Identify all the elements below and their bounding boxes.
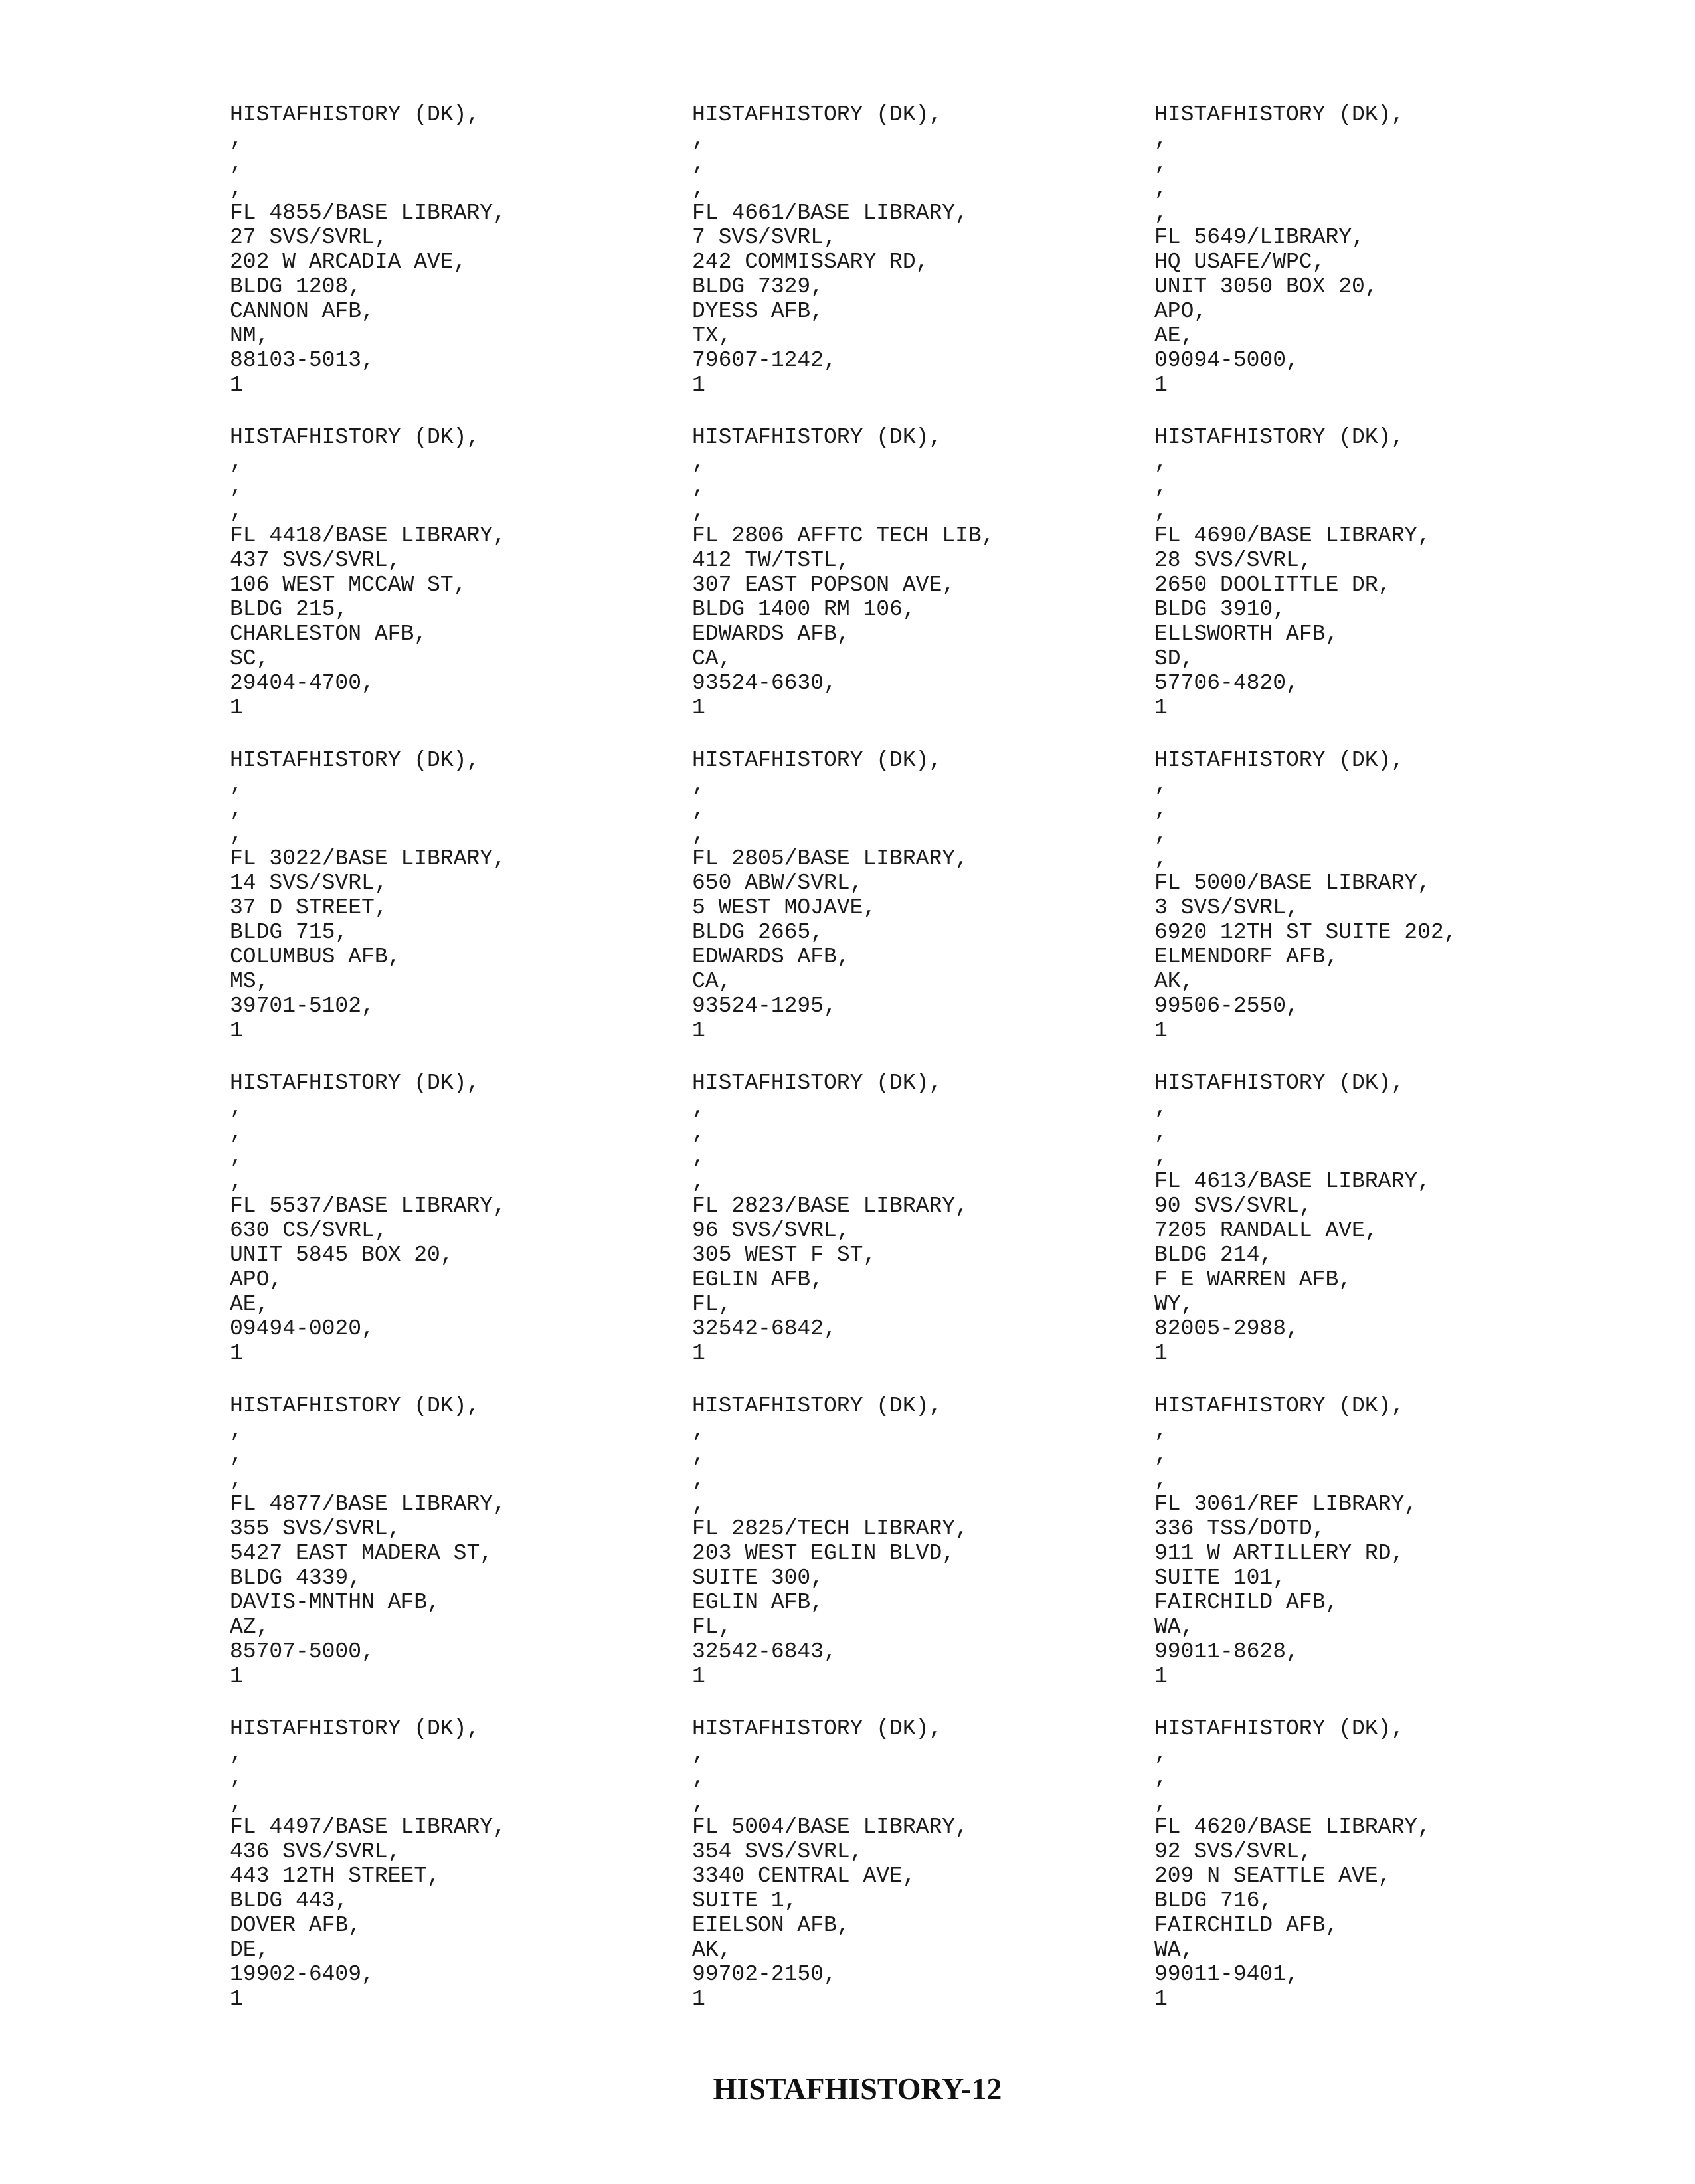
address-block bbox=[230, 1071, 692, 1366]
address-line: BLDG 443, bbox=[230, 1888, 349, 1913]
address-line: , bbox=[1154, 474, 1168, 499]
address-entry bbox=[692, 748, 1154, 1071]
address-line: 1 bbox=[230, 1341, 243, 1366]
address-block bbox=[692, 1716, 1154, 2011]
address-line: , bbox=[230, 1766, 243, 1790]
address-line: , bbox=[692, 499, 705, 523]
address-line: 79607-1242, bbox=[692, 348, 837, 373]
page-footer: HISTAFHISTORY-12 bbox=[713, 2072, 1002, 2106]
address-line: , bbox=[692, 1169, 705, 1194]
address-line: 99702-2150, bbox=[692, 1962, 837, 1987]
address-line: , bbox=[692, 773, 705, 797]
address-line: 6920 12TH ST SUITE 202, bbox=[1154, 920, 1457, 945]
address-line: , bbox=[692, 151, 705, 176]
address-line: HISTAFHISTORY (DK), bbox=[1154, 1071, 1405, 1095]
address-line: EGLIN AFB, bbox=[692, 1267, 824, 1292]
address-line: HISTAFHISTORY (DK), bbox=[1154, 425, 1405, 450]
address-line: 354 SVS/SVRL, bbox=[692, 1839, 863, 1864]
address-line: FL 5649/LIBRARY, bbox=[1154, 225, 1365, 250]
address-line: HISTAFHISTORY (DK), bbox=[1154, 1716, 1405, 1741]
entry-row bbox=[230, 1071, 1638, 1394]
address-line: WA, bbox=[1154, 1938, 1194, 1962]
address-line: , bbox=[1154, 201, 1168, 225]
address-line: HISTAFHISTORY (DK), bbox=[1154, 748, 1405, 773]
address-entry bbox=[230, 1071, 692, 1394]
address-block bbox=[1154, 1716, 1617, 2011]
address-line: , bbox=[692, 1120, 705, 1144]
address-line: FAIRCHILD AFB, bbox=[1154, 1590, 1339, 1615]
address-line: , bbox=[1154, 846, 1168, 871]
address-line: HISTAFHISTORY (DK), bbox=[230, 748, 480, 773]
address-block bbox=[230, 1394, 692, 1688]
address-line: FL 2823/BASE LIBRARY, bbox=[692, 1194, 968, 1218]
address-line: , bbox=[230, 450, 243, 474]
address-line: 28 SVS/SVRL, bbox=[1154, 548, 1312, 573]
address-line: FL 4877/BASE LIBRARY, bbox=[230, 1492, 506, 1516]
address-line: NM, bbox=[230, 323, 270, 348]
address-line: 242 COMMISSARY RD, bbox=[692, 250, 929, 274]
address-line: HISTAFHISTORY (DK), bbox=[692, 425, 942, 450]
address-line: SC, bbox=[230, 646, 270, 671]
address-line: , bbox=[692, 1790, 705, 1815]
address-line: , bbox=[692, 1443, 705, 1467]
address-line: FL 3061/REF LIBRARY, bbox=[1154, 1492, 1418, 1516]
address-line: 1 bbox=[692, 1018, 705, 1043]
address-entry bbox=[230, 748, 692, 1071]
address-line: 32542-6843, bbox=[692, 1639, 837, 1664]
address-line: SUITE 101, bbox=[1154, 1566, 1287, 1590]
address-line: WA, bbox=[1154, 1615, 1194, 1639]
address-line: BLDG 215, bbox=[230, 597, 349, 622]
address-line: 09494-0020, bbox=[230, 1317, 375, 1341]
address-block bbox=[1154, 425, 1617, 720]
address-line: 5 WEST MOJAVE, bbox=[692, 895, 877, 920]
address-line: 911 W ARTILLERY RD, bbox=[1154, 1541, 1405, 1566]
address-line: MS, bbox=[230, 969, 270, 994]
address-line: , bbox=[1154, 1418, 1168, 1443]
address-line: , bbox=[230, 176, 243, 201]
address-line: HISTAFHISTORY (DK), bbox=[230, 425, 480, 450]
address-line: , bbox=[230, 773, 243, 797]
address-line: HISTAFHISTORY (DK), bbox=[692, 102, 942, 127]
address-line: ELLSWORTH AFB, bbox=[1154, 622, 1339, 646]
address-line: SUITE 300, bbox=[692, 1566, 824, 1590]
address-block bbox=[692, 425, 1154, 720]
address-block bbox=[230, 748, 692, 1043]
address-line: EIELSON AFB, bbox=[692, 1913, 850, 1938]
address-line: , bbox=[230, 1418, 243, 1443]
address-line: EDWARDS AFB, bbox=[692, 945, 850, 969]
address-line: , bbox=[1154, 1790, 1168, 1815]
address-line: BLDG 1400 RM 106, bbox=[692, 597, 916, 622]
address-line: 1 bbox=[692, 1664, 705, 1688]
address-line: , bbox=[230, 1095, 243, 1120]
address-line: 14 SVS/SVRL, bbox=[230, 871, 388, 895]
address-line: DE, bbox=[230, 1938, 270, 1962]
address-line: , bbox=[1154, 1095, 1168, 1120]
address-line: , bbox=[230, 822, 243, 846]
address-line: CA, bbox=[692, 646, 732, 671]
address-line: 106 WEST MCCAW ST, bbox=[230, 573, 467, 597]
address-line: , bbox=[692, 1418, 705, 1443]
address-block bbox=[1154, 1071, 1617, 1366]
address-line: UNIT 3050 BOX 20, bbox=[1154, 274, 1378, 299]
address-line: 209 N SEATTLE AVE, bbox=[1154, 1864, 1391, 1888]
address-line: , bbox=[692, 1741, 705, 1766]
address-line: 96 SVS/SVRL, bbox=[692, 1218, 850, 1243]
address-line: FL, bbox=[692, 1615, 732, 1639]
address-line: 1 bbox=[1154, 1018, 1168, 1043]
address-line: , bbox=[1154, 773, 1168, 797]
address-line: 99011-8628, bbox=[1154, 1639, 1299, 1664]
address-line: HISTAFHISTORY (DK), bbox=[692, 1394, 942, 1418]
address-line: , bbox=[1154, 127, 1168, 151]
address-block bbox=[692, 1394, 1154, 1688]
address-line: , bbox=[230, 1790, 243, 1815]
address-line: 29404-4700, bbox=[230, 671, 375, 695]
address-line: 32542-6842, bbox=[692, 1317, 837, 1341]
address-line: BLDG 4339, bbox=[230, 1566, 362, 1590]
address-line: , bbox=[692, 1144, 705, 1169]
address-line: EDWARDS AFB, bbox=[692, 622, 850, 646]
address-line: 1 bbox=[1154, 695, 1168, 720]
address-line: HISTAFHISTORY (DK), bbox=[230, 1071, 480, 1095]
address-label-grid bbox=[230, 102, 1638, 2039]
address-entry bbox=[230, 1394, 692, 1716]
address-line: , bbox=[1154, 450, 1168, 474]
address-line: HISTAFHISTORY (DK), bbox=[230, 102, 480, 127]
address-line: FL 5004/BASE LIBRARY, bbox=[692, 1815, 968, 1839]
address-line: 1 bbox=[1154, 1664, 1168, 1688]
address-line: BLDG 3910, bbox=[1154, 597, 1287, 622]
address-line: EGLIN AFB, bbox=[692, 1590, 824, 1615]
address-line: 1 bbox=[230, 1664, 243, 1688]
address-line: HISTAFHISTORY (DK), bbox=[1154, 1394, 1405, 1418]
address-line: 1 bbox=[1154, 1341, 1168, 1366]
address-line: TX, bbox=[692, 323, 732, 348]
address-line: 1 bbox=[692, 695, 705, 720]
address-entry bbox=[230, 1716, 692, 2039]
address-entry bbox=[1154, 102, 1617, 425]
address-line: SUITE 1, bbox=[692, 1888, 798, 1913]
address-block bbox=[692, 102, 1154, 397]
address-line: 1 bbox=[230, 1018, 243, 1043]
address-line: UNIT 5845 BOX 20, bbox=[230, 1243, 454, 1267]
address-line: BLDG 716, bbox=[1154, 1888, 1273, 1913]
address-line: CHARLESTON AFB, bbox=[230, 622, 428, 646]
entry-row bbox=[230, 425, 1638, 748]
address-line: CA, bbox=[692, 969, 732, 994]
address-line: BLDG 715, bbox=[230, 920, 349, 945]
address-line: , bbox=[1154, 151, 1168, 176]
address-line: , bbox=[1154, 1144, 1168, 1169]
address-line: , bbox=[230, 1169, 243, 1194]
address-line: 3 SVS/SVRL, bbox=[1154, 895, 1299, 920]
address-block bbox=[692, 748, 1154, 1043]
address-line: DOVER AFB, bbox=[230, 1913, 362, 1938]
address-line: APO, bbox=[230, 1267, 283, 1292]
address-line: HISTAFHISTORY (DK), bbox=[692, 1071, 942, 1095]
address-line: F E WARREN AFB, bbox=[1154, 1267, 1352, 1292]
address-line: AE, bbox=[230, 1292, 270, 1317]
address-block bbox=[230, 425, 692, 720]
address-line: FL 2806 AFFTC TECH LIB, bbox=[692, 523, 995, 548]
address-line: 27 SVS/SVRL, bbox=[230, 225, 388, 250]
address-line: 39701-5102, bbox=[230, 994, 375, 1018]
address-line: COLUMBUS AFB, bbox=[230, 945, 401, 969]
address-line: 307 EAST POPSON AVE, bbox=[692, 573, 956, 597]
address-line: 1 bbox=[230, 373, 243, 397]
address-line: 88103-5013, bbox=[230, 348, 375, 373]
address-block bbox=[692, 1071, 1154, 1366]
address-line: FL 3022/BASE LIBRARY, bbox=[230, 846, 506, 871]
address-line: , bbox=[1154, 822, 1168, 846]
address-line: AK, bbox=[692, 1938, 732, 1962]
address-line: 1 bbox=[230, 1987, 243, 2011]
address-line: 57706-4820, bbox=[1154, 671, 1299, 695]
address-line: , bbox=[230, 474, 243, 499]
address-line: 5427 EAST MADERA ST, bbox=[230, 1541, 493, 1566]
address-line: , bbox=[692, 127, 705, 151]
address-line: FL 4613/BASE LIBRARY, bbox=[1154, 1169, 1431, 1194]
address-line: 19902-6409, bbox=[230, 1962, 375, 1987]
address-entry bbox=[692, 102, 1154, 425]
address-line: FL 2825/TECH LIBRARY, bbox=[692, 1516, 968, 1541]
address-line: DYESS AFB, bbox=[692, 299, 824, 323]
address-block bbox=[1154, 102, 1617, 397]
address-line: CANNON AFB, bbox=[230, 299, 375, 323]
address-block bbox=[230, 1716, 692, 2011]
address-line: , bbox=[692, 1467, 705, 1492]
address-entry bbox=[230, 102, 692, 425]
address-line: HISTAFHISTORY (DK), bbox=[230, 1716, 480, 1741]
address-line: DAVIS-MNTHN AFB, bbox=[230, 1590, 440, 1615]
address-line: 202 W ARCADIA AVE, bbox=[230, 250, 467, 274]
address-line: , bbox=[692, 1492, 705, 1516]
address-line: , bbox=[1154, 1443, 1168, 1467]
address-line: 93524-1295, bbox=[692, 994, 837, 1018]
address-line: BLDG 2665, bbox=[692, 920, 824, 945]
entry-row bbox=[230, 102, 1638, 425]
address-line: FAIRCHILD AFB, bbox=[1154, 1913, 1339, 1938]
address-line: HISTAFHISTORY (DK), bbox=[692, 748, 942, 773]
address-line: , bbox=[1154, 499, 1168, 523]
address-line: AZ, bbox=[230, 1615, 270, 1639]
address-line: , bbox=[230, 151, 243, 176]
address-line: 355 SVS/SVRL, bbox=[230, 1516, 401, 1541]
address-line: , bbox=[692, 176, 705, 201]
address-line: FL 4661/BASE LIBRARY, bbox=[692, 201, 968, 225]
address-line: 3340 CENTRAL AVE, bbox=[692, 1864, 916, 1888]
address-line: 09094-5000, bbox=[1154, 348, 1299, 373]
address-line: , bbox=[230, 1120, 243, 1144]
address-line: , bbox=[692, 1095, 705, 1120]
address-line: , bbox=[230, 127, 243, 151]
address-line: 336 TSS/DOTD, bbox=[1154, 1516, 1326, 1541]
address-entry bbox=[692, 1394, 1154, 1716]
address-line: 203 WEST EGLIN BLVD, bbox=[692, 1541, 956, 1566]
address-line: 93524-6630, bbox=[692, 671, 837, 695]
address-entry bbox=[1154, 1716, 1617, 2039]
address-line: , bbox=[230, 1741, 243, 1766]
address-line: , bbox=[230, 797, 243, 822]
address-entry bbox=[692, 425, 1154, 748]
address-entry bbox=[1154, 1071, 1617, 1394]
address-line: 90 SVS/SVRL, bbox=[1154, 1194, 1312, 1218]
address-line: , bbox=[1154, 1766, 1168, 1790]
address-line: FL 4855/BASE LIBRARY, bbox=[230, 201, 506, 225]
address-line: , bbox=[692, 797, 705, 822]
address-line: , bbox=[230, 1467, 243, 1492]
address-line: FL 2805/BASE LIBRARY, bbox=[692, 846, 968, 871]
address-line: HQ USAFE/WPC, bbox=[1154, 250, 1326, 274]
address-line: FL 5537/BASE LIBRARY, bbox=[230, 1194, 506, 1218]
address-line: 37 D STREET, bbox=[230, 895, 388, 920]
address-line: FL 4497/BASE LIBRARY, bbox=[230, 1815, 506, 1839]
address-line: 650 ABW/SVRL, bbox=[692, 871, 863, 895]
address-line: 1 bbox=[230, 695, 243, 720]
address-line: FL 4690/BASE LIBRARY, bbox=[1154, 523, 1431, 548]
address-line: FL, bbox=[692, 1292, 732, 1317]
address-line: , bbox=[1154, 1120, 1168, 1144]
address-line: , bbox=[1154, 1741, 1168, 1766]
address-block bbox=[1154, 1394, 1617, 1688]
address-line: 85707-5000, bbox=[230, 1639, 375, 1664]
address-line: 1 bbox=[1154, 1987, 1168, 2011]
address-line: 99011-9401, bbox=[1154, 1962, 1299, 1987]
address-line: 443 12TH STREET, bbox=[230, 1864, 440, 1888]
address-line: , bbox=[230, 1144, 243, 1169]
address-line: APO, bbox=[1154, 299, 1207, 323]
address-line: 1 bbox=[692, 1987, 705, 2011]
address-line: 7 SVS/SVRL, bbox=[692, 225, 837, 250]
address-line: SD, bbox=[1154, 646, 1194, 671]
address-line: 1 bbox=[1154, 373, 1168, 397]
address-entry bbox=[1154, 425, 1617, 748]
address-line: FL 4418/BASE LIBRARY, bbox=[230, 523, 506, 548]
address-line: 437 SVS/SVRL, bbox=[230, 548, 401, 573]
address-line: , bbox=[1154, 176, 1168, 201]
address-line: , bbox=[230, 499, 243, 523]
address-line: FL 4620/BASE LIBRARY, bbox=[1154, 1815, 1431, 1839]
address-line: , bbox=[692, 1766, 705, 1790]
entry-row bbox=[230, 748, 1638, 1071]
address-block bbox=[230, 102, 692, 397]
address-line: BLDG 1208, bbox=[230, 274, 362, 299]
address-line: 7205 RANDALL AVE, bbox=[1154, 1218, 1378, 1243]
entry-row bbox=[230, 1394, 1638, 1716]
address-entry bbox=[1154, 1394, 1617, 1716]
address-line: HISTAFHISTORY (DK), bbox=[692, 1716, 942, 1741]
address-line: FL 5000/BASE LIBRARY, bbox=[1154, 871, 1431, 895]
address-line: HISTAFHISTORY (DK), bbox=[1154, 102, 1405, 127]
address-line: 82005-2988, bbox=[1154, 1317, 1299, 1341]
address-entry bbox=[692, 1071, 1154, 1394]
address-entry bbox=[230, 425, 692, 748]
address-line: 412 TW/TSTL, bbox=[692, 548, 850, 573]
address-line: 99506-2550, bbox=[1154, 994, 1299, 1018]
address-entry bbox=[1154, 748, 1617, 1071]
address-line: 305 WEST F ST, bbox=[692, 1243, 877, 1267]
address-line: , bbox=[692, 474, 705, 499]
address-line: AE, bbox=[1154, 323, 1194, 348]
address-line: BLDG 214, bbox=[1154, 1243, 1273, 1267]
address-line: , bbox=[1154, 797, 1168, 822]
address-line: 92 SVS/SVRL, bbox=[1154, 1839, 1312, 1864]
address-line: BLDG 7329, bbox=[692, 274, 824, 299]
address-line: , bbox=[692, 450, 705, 474]
address-line: 630 CS/SVRL, bbox=[230, 1218, 388, 1243]
address-line: WY, bbox=[1154, 1292, 1194, 1317]
address-line: 1 bbox=[692, 1341, 705, 1366]
address-entry bbox=[692, 1716, 1154, 2039]
address-line: HISTAFHISTORY (DK), bbox=[230, 1394, 480, 1418]
entry-row bbox=[230, 1716, 1638, 2039]
address-line: , bbox=[230, 1443, 243, 1467]
address-line: 1 bbox=[692, 373, 705, 397]
address-line: AK, bbox=[1154, 969, 1194, 994]
address-line: 436 SVS/SVRL, bbox=[230, 1839, 401, 1864]
address-line: , bbox=[692, 822, 705, 846]
address-line: ELMENDORF AFB, bbox=[1154, 945, 1339, 969]
address-block bbox=[1154, 748, 1617, 1043]
address-line: , bbox=[1154, 1467, 1168, 1492]
address-line: 2650 DOOLITTLE DR, bbox=[1154, 573, 1391, 597]
